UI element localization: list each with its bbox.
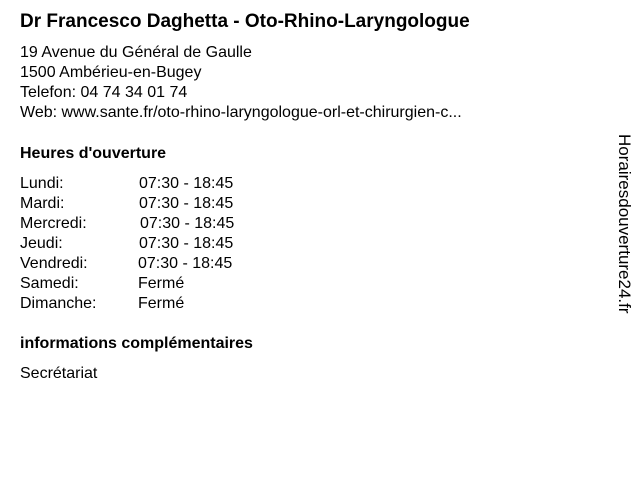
page-title: Dr Francesco Daghetta - Oto-Rhino-Laryngologue <box>20 11 470 32</box>
hours-heading: Heures d'ouverture <box>20 145 167 162</box>
hours-value: 07:30 - 18:45 <box>139 175 234 192</box>
street-address: 19 Avenue du Général de Gaulle <box>20 44 252 61</box>
hours-value: 07:30 - 18:45 <box>139 195 234 212</box>
day-label: Vendredi: <box>20 255 88 272</box>
day-label: Jeudi: <box>20 235 63 252</box>
hours-value: 07:30 - 18:45 <box>139 235 234 252</box>
contact-block <box>20 43 462 123</box>
city-address: 1500 Ambérieu-en-Bugey <box>20 64 202 81</box>
extra-info-text: Secrétariat <box>20 365 98 382</box>
day-label: Lundi: <box>20 175 64 192</box>
phone-number: Telefon: 04 74 34 01 74 <box>20 84 188 101</box>
website-link[interactable]: Web: www.sante.fr/oto-rhino-laryngologue-orl-et-chirurgien-c... <box>20 104 462 121</box>
extra-info-heading: informations complémentaires <box>20 335 253 352</box>
day-label: Mercredi: <box>20 215 87 232</box>
day-label: Dimanche: <box>20 295 97 312</box>
hours-value: Fermé <box>138 295 185 312</box>
day-label: Samedi: <box>20 275 79 292</box>
hours-value: 07:30 - 18:45 <box>140 215 235 232</box>
site-watermark: Horairesdouverture24.fr <box>615 134 634 314</box>
hours-value: Fermé <box>138 275 185 292</box>
day-label: Mardi: <box>20 195 65 212</box>
hours-value: 07:30 - 18:45 <box>138 255 233 272</box>
